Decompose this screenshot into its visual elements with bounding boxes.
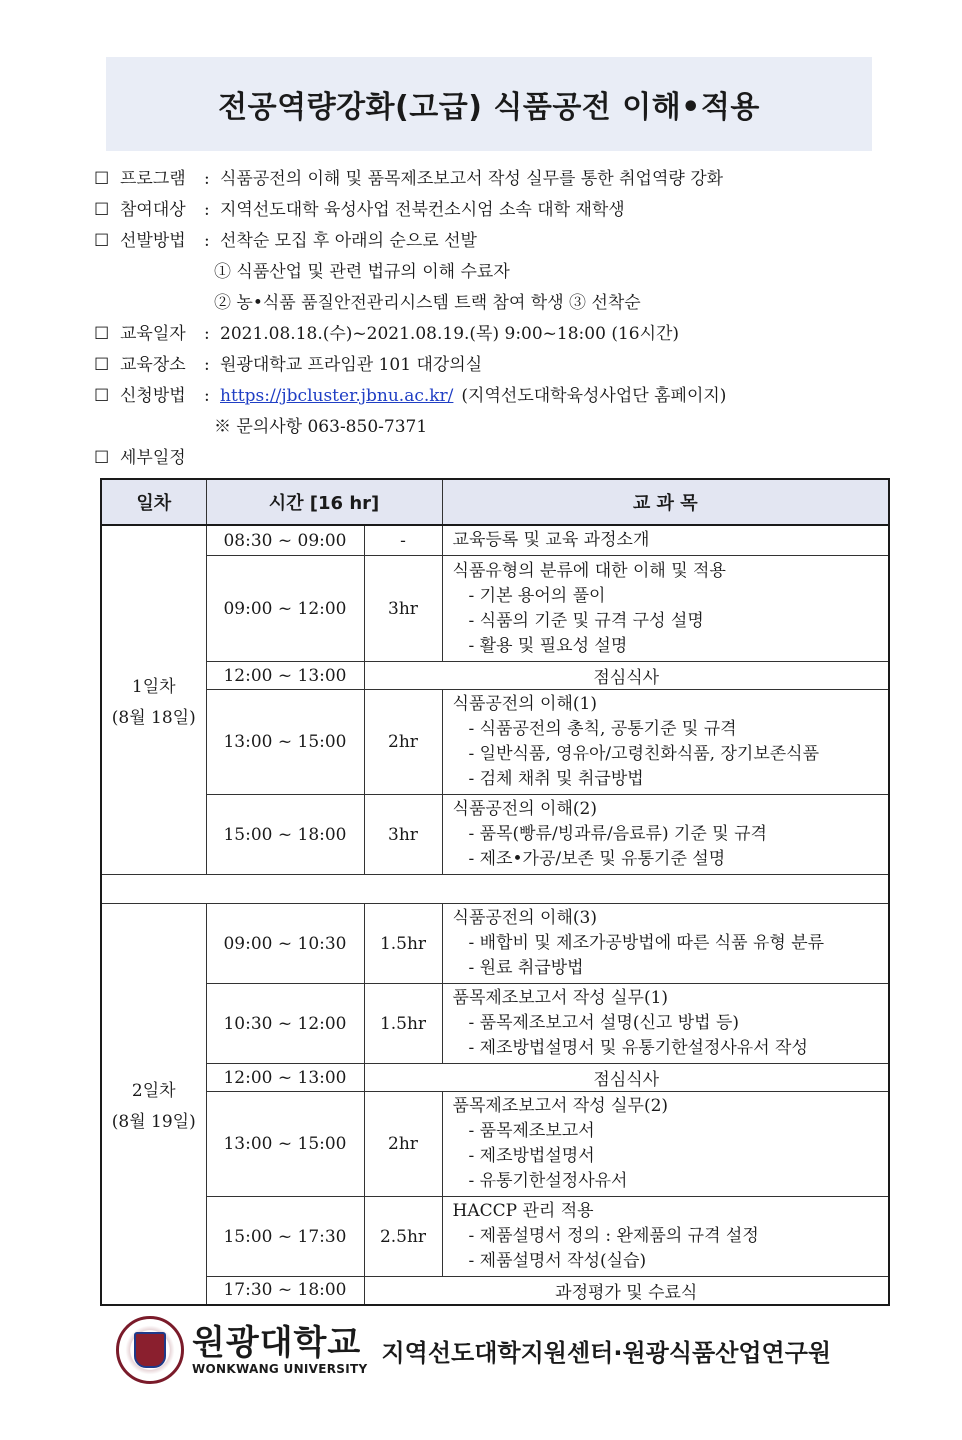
subject-item: - 품목제조보고서: [468, 1121, 595, 1141]
selection-line-1: ① 식품산업 및 관련 법규의 이해 수료자: [214, 262, 510, 282]
subject-title: 식품유형의 분류에 대한 이해 및 적용: [452, 560, 726, 581]
table-row: [101, 1064, 889, 1092]
schedule-table: [100, 478, 890, 1306]
subject-item: - 제품설명서 작성(실습): [468, 1251, 647, 1271]
subject-cell: [442, 984, 889, 1064]
apply-link[interactable]: https://jbcluster.jbnu.ac.kr/: [220, 386, 454, 406]
info-row-selection: [94, 226, 894, 257]
subject-item: - 제조방법설명서: [468, 1146, 595, 1166]
subject-item: - 배합비 및 제조가공방법에 따른 식품 유형 분류: [468, 933, 825, 953]
info-value: 식품공전의 이해 및 품목제조보고서 작성 실무를 통한 취업역량 강화: [220, 169, 724, 189]
selection-line-2: ② 농•식품 품질안전관리시스템 트랙 참여 학생 ③ 선착순: [214, 293, 641, 313]
checkbox-icon: ☐: [94, 324, 110, 344]
hours-cell: 3hr: [364, 556, 442, 662]
info-label: 신청방법: [120, 386, 186, 406]
table-header-row: [101, 479, 889, 525]
info-colon: :: [204, 231, 210, 251]
subject-title: 품목제조보고서 작성 실무(2): [452, 1096, 669, 1116]
subject-cell: [442, 904, 889, 984]
checkbox-icon: ☐: [94, 169, 110, 189]
checkbox-icon: ☐: [94, 448, 110, 468]
info-colon: :: [204, 386, 210, 406]
page-title: 전공역량강화(고급) 식품공전 이해•적용: [218, 90, 760, 125]
time-cell: 10:30 ~ 12:00: [206, 984, 364, 1064]
hours-cell: 2hr: [364, 690, 442, 795]
time-cell: 13:00 ~ 15:00: [206, 1092, 364, 1197]
subject-item: - 품목(빵류/빙과류/음료류) 기준 및 규격: [468, 824, 767, 844]
day-date: (8월 18일): [111, 708, 196, 728]
info-value: 원광대학교 프라임관 101 대강의실: [220, 355, 483, 375]
time-cell: 12:00 ~ 13:00: [206, 662, 364, 690]
subject-item: - 원료 취급방법: [468, 958, 584, 978]
checkbox-icon: ☐: [94, 231, 110, 251]
subject-title: 품목제조보고서 작성 실무(1): [452, 988, 669, 1008]
university-seal-icon: [116, 1316, 184, 1384]
break-cell: 점심식사: [364, 662, 889, 690]
table-row: [101, 525, 889, 556]
info-value: 2021.08.18.(수)~2021.08.19.(목) 9:00~18:00 (16시간): [220, 324, 680, 344]
subject-item: - 품목제조보고서 설명(신고 방법 등): [468, 1013, 740, 1033]
hours-cell: 1.5hr: [364, 984, 442, 1064]
subject-title: 식품공전의 이해(2): [452, 799, 597, 819]
checkbox-icon: ☐: [94, 355, 110, 375]
subject-cell: [442, 525, 889, 556]
footer: [116, 1314, 876, 1386]
info-row-schedule: [94, 443, 894, 474]
subject-item: - 검체 채취 및 취급방법: [468, 769, 644, 789]
info-colon: :: [204, 200, 210, 220]
table-row: [101, 556, 889, 662]
subject-title: 교육등록 및 교육 과정소개: [452, 530, 650, 550]
info-row-target: [94, 195, 894, 226]
info-label: 교육일자: [120, 324, 186, 344]
subject-item: - 제조방법설명서 및 유통기한설정사유서 작성: [468, 1038, 808, 1058]
title-banner: [106, 57, 872, 151]
apply-suffix: (지역선도대학육성사업단 홈페이지): [461, 386, 727, 406]
info-row-date: [94, 319, 894, 350]
table-row: [101, 904, 889, 984]
time-cell: 15:00 ~ 18:00: [206, 795, 364, 875]
checkbox-icon: ☐: [94, 386, 110, 406]
time-cell: 09:00 ~ 10:30: [206, 904, 364, 984]
info-label: 선발방법: [120, 231, 186, 251]
hours-cell: 1.5hr: [364, 904, 442, 984]
info-row-place: [94, 350, 894, 381]
subject-item: - 일반식품, 영유아/고령친화식품, 장기보존식품: [468, 744, 820, 764]
university-name-ko: 원광대학교: [192, 1323, 362, 1363]
info-label: 참여대상: [120, 200, 186, 220]
info-colon: :: [204, 169, 210, 189]
info-value: 선착순 모집 후 아래의 순으로 선발: [220, 231, 477, 251]
info-label: 프로그램: [120, 169, 186, 189]
subject-item: - 제품설명서 정의 : 완제품의 규격 설정: [468, 1226, 759, 1246]
info-row-apply: [94, 381, 894, 412]
table-row: [101, 1197, 889, 1277]
info-label: 교육장소: [120, 355, 186, 375]
info-colon: :: [204, 324, 210, 344]
subject-title: 식품공전의 이해(3): [452, 908, 597, 928]
subject-cell: [442, 1197, 889, 1277]
table-row: [101, 662, 889, 690]
subject-item: - 식품의 기준 및 규격 구성 설명: [468, 610, 704, 631]
university-name-en: WONKWANG UNIVERSITY: [192, 1362, 368, 1376]
header-time: 시간 [16 hr]: [206, 479, 442, 525]
checkbox-icon: ☐: [94, 200, 110, 220]
header-day: 일차: [101, 479, 206, 525]
subject-item: - 유통기한설정사유서: [468, 1171, 628, 1191]
hours-cell: 2.5hr: [364, 1197, 442, 1277]
info-label: 세부일정: [120, 448, 186, 468]
subject-item: - 기본 용어의 풀이: [468, 585, 606, 606]
subject-cell: [442, 556, 889, 662]
subject-item: - 제조•가공/보존 및 유통기준 설명: [468, 849, 726, 869]
table-row: [101, 690, 889, 795]
hours-cell: 3hr: [364, 795, 442, 875]
time-cell: 08:30 ~ 09:00: [206, 525, 364, 556]
center-name: 지역선도대학지원센터·원광식품산업연구원: [381, 1338, 832, 1367]
day-date: (8월 19일): [111, 1111, 196, 1132]
university-logo: [192, 1324, 368, 1376]
time-cell: 13:00 ~ 15:00: [206, 690, 364, 795]
subject-cell: [442, 690, 889, 795]
break-cell: 점심식사: [364, 1064, 889, 1092]
day-label: 1일차: [131, 677, 176, 697]
table-row: [101, 1092, 889, 1197]
hours-cell: -: [364, 525, 442, 556]
table-row: [101, 795, 889, 875]
subject-item: - 활용 및 필요성 설명: [468, 635, 628, 656]
table-row: [101, 1277, 889, 1305]
contact-info: ※ 문의사항 063-850-7371: [214, 417, 428, 437]
program-info: [94, 164, 894, 474]
time-cell: 17:30 ~ 18:00: [206, 1277, 364, 1305]
subject-item: - 식품공전의 총칙, 공통기준 및 규격: [468, 719, 737, 739]
time-cell: 12:00 ~ 13:00: [206, 1064, 364, 1092]
subject-cell: [442, 795, 889, 875]
day-cell: [101, 525, 206, 875]
subject-title: HACCP 관리 적용: [452, 1201, 594, 1221]
day-label: 2일차: [131, 1080, 176, 1101]
subject-title: 식품공전의 이해(1): [452, 694, 597, 714]
table-row: [101, 984, 889, 1064]
subject-cell: [442, 1092, 889, 1197]
day-separator: [101, 875, 889, 904]
header-subject: 교 과 목: [442, 479, 889, 525]
time-cell: 15:00 ~ 17:30: [206, 1197, 364, 1277]
time-cell: 09:00 ~ 12:00: [206, 556, 364, 662]
info-colon: :: [204, 355, 210, 375]
info-row-program: [94, 164, 894, 195]
day-cell: [101, 904, 206, 1305]
hours-cell: 2hr: [364, 1092, 442, 1197]
info-value: 지역선도대학 육성사업 전북컨소시엄 소속 대학 재학생: [220, 200, 625, 220]
break-cell: 과정평가 및 수료식: [364, 1277, 889, 1305]
